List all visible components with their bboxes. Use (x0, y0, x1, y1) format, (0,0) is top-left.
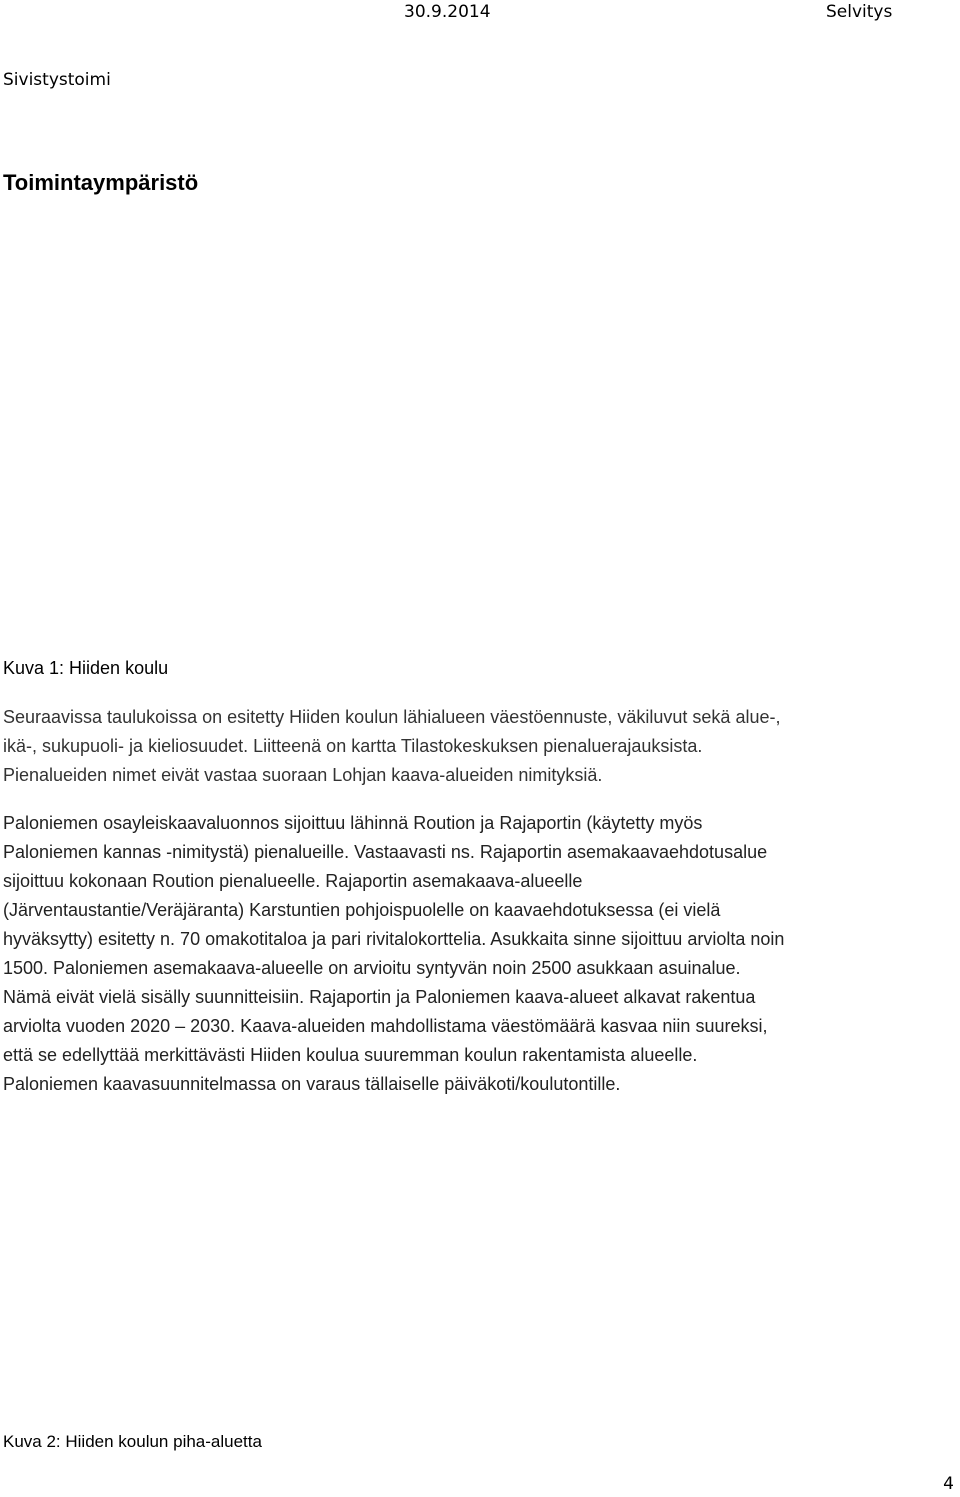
header-date: 30.9.2014 (404, 2, 491, 22)
paragraph-2-line: Paloniemen kannas -nimitystä) pienalueille. Vastaavasti ns. Rajaportin asemakaavaehdotusalue (3, 842, 768, 862)
paragraph-2-line: hyväksytty) esitetty n. 70 omakotitaloa ja pari rivitalokorttelia. Asukkaita sinne sijoittuu arviolta noin (3, 929, 785, 949)
paragraph-2 (3, 809, 958, 1099)
header-document-type: Selvitys (826, 2, 893, 22)
paragraph-2-line: arviolta vuoden 2020 – 2030. Kaava-alueiden mahdollistama väestömäärä kasvaa niin suureksi, (3, 1016, 768, 1036)
paragraph-1-line: ikä-, sukupuoli- ja kieliosuudet. Liitteenä on kartta Tilastokeskuksen pienaluerajauksista. (3, 736, 703, 756)
paragraph-2-line: sijoittuu kokonaan Roution pienalueelle. Rajaportin asemakaava-alueelle (3, 871, 583, 891)
paragraph-1 (3, 703, 958, 790)
paragraph-2-line: että se edellyttää merkittävästi Hiiden koulua suuremman koulun rakentamista alueelle. (3, 1045, 698, 1065)
paragraph-2-line: Nämä eivät vielä sisälly suunnitteisiin. Rajaportin ja Paloniemen kaava-alueet alkavat rakentua (3, 987, 756, 1007)
section-title: Toimintaympäristö (3, 170, 199, 195)
department-name: Sivistystoimi (3, 70, 111, 90)
page-number: 4 (943, 1474, 954, 1494)
figure-1-caption: Kuva 1: Hiiden koulu (3, 658, 169, 678)
paragraph-2-line: 1500. Paloniemen asemakaava-alueelle on arvioitu syntyvän noin 2500 asukkaan asuinalue. (3, 958, 741, 978)
figure-2-caption: Kuva 2: Hiiden koulun piha-aluetta (3, 1432, 262, 1451)
paragraph-2-line: (Järventaustantie/Veräjäranta) Karstuntien pohjoispuolelle on kaavaehdotuksessa (ei vielä (3, 900, 721, 920)
paragraph-1-line: Pienalueiden nimet eivät vastaa suoraan Lohjan kaava-alueiden nimityksiä. (3, 765, 603, 785)
paragraph-2-line: Paloniemen kaavasuunnitelmassa on varaus tällaiselle päiväkoti/koulutontille. (3, 1074, 621, 1094)
paragraph-2-line: Paloniemen osayleiskaavaluonnos sijoittuu lähinnä Roution ja Rajaportin (käytetty myös (3, 813, 703, 833)
paragraph-1-line: Seuraavissa taulukoissa on esitetty Hiiden koulun lähialueen väestöennuste, väkiluvut sekä alue-, (3, 707, 781, 727)
